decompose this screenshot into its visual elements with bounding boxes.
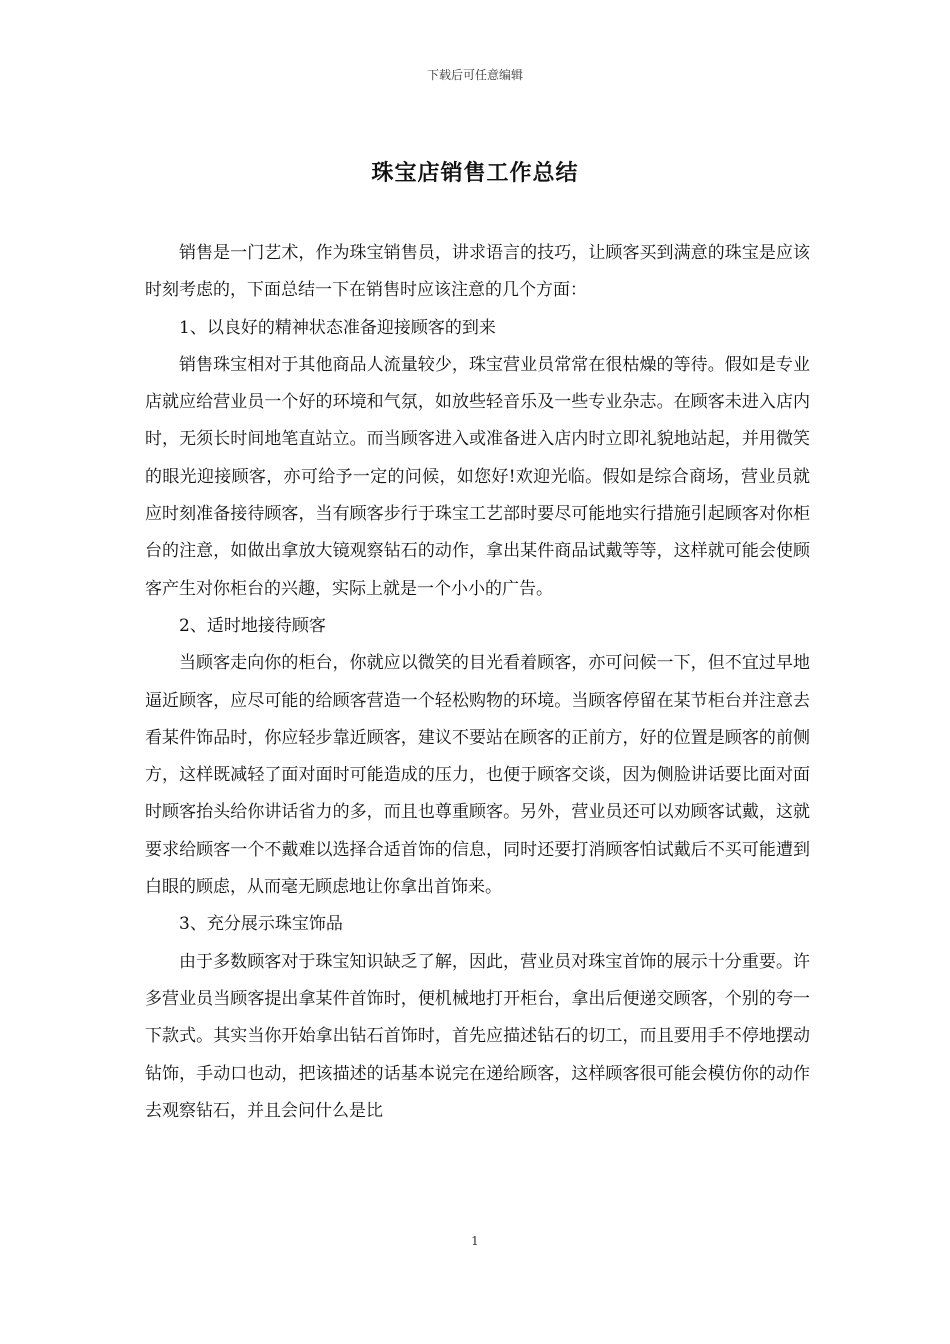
paragraph-intro: 销售是一门艺术，作为珠宝销售员，讲求语言的技巧，让顾客买到满意的珠宝是应该时刻考虑的，下面总结一下在销售时应该注意的几个方面：: [145, 243, 810, 301]
section-heading-1: 1、以良好的精神状态准备迎接顾客的到来: [179, 317, 496, 338]
document-title: 珠宝店销售工作总结: [371, 160, 579, 186]
page-number: 1: [471, 1234, 479, 1248]
paragraph-section-3: 由于多数顾客对于珠宝知识缺乏了解，因此，营业员对珠宝首饰的展示十分重要。许多营业员当顾客提出拿某件首饰时，便机械地打开柜台，拿出后便递交顾客，个别的夸一下款式。其实当你开始拿出钻石首饰时，首先应描述钻石的切工，而且要用手不停地摆动钻饰，手动口也动，把该描述的话基本说完在递给顾客，这样顾客很可能会模仿你的动作去观察钻石，并且会问什么是比: [145, 951, 810, 1121]
document-body: [145, 235, 810, 1130]
page-header: 下载后可任意编辑: [426, 68, 523, 82]
paragraph-section-1: 销售珠宝相对于其他商品人流量较少，珠宝营业员常常在很枯燥的等待。假如是专业店就应给营业员一个好的环境和气氛，如放些轻音乐及一些专业杂志。在顾客未进入店内时，无须长时间地笔直站立。而当顾客进入或准备进入店内时立即礼貌地站起，并用微笑的眼光迎接顾客，亦可给予一定的问候，如您好!欢迎光临。假如是综合商场，营业员就应时刻准备接待顾客，当有顾客步行于珠宝工艺部时要尽可能地实行措施引起顾客对你柜台的注意，如做出拿放大镜观察钻石的动作，拿出某件商品试戴等等，这样就可能会使顾客产生对你柜台的兴趣，实际上就是一个小小的广告。: [145, 354, 810, 599]
section-heading-2: 2、适时地接待顾客: [179, 615, 326, 636]
paragraph-section-2: 当顾客走向你的柜台，你就应以微笑的目光看着顾客，亦可问候一下，但不宜过早地逼近顾客，应尽可能的给顾客营造一个轻松购物的环境。当顾客停留在某节柜台并注意去看某件饰品时，你应轻步靠近顾客，建议不要站在顾客的正前方，好的位置是顾客的前侧方，这样既减轻了面对面时可能造成的压力，也便于顾客交谈，因为侧脸讲话要比面对面时顾客抬头给你讲话省力的多，而且也尊重顾客。另外，营业员还可以劝顾客试戴，这就要求给顾客一个不戴难以选择合适首饰的信息，同时还要打消顾客怕试戴后不买可能遭到白眼的顾虑，从而毫无顾虑地让你拿出首饰来。: [145, 653, 810, 898]
section-heading-3: 3、充分展示珠宝饰品: [179, 914, 343, 935]
